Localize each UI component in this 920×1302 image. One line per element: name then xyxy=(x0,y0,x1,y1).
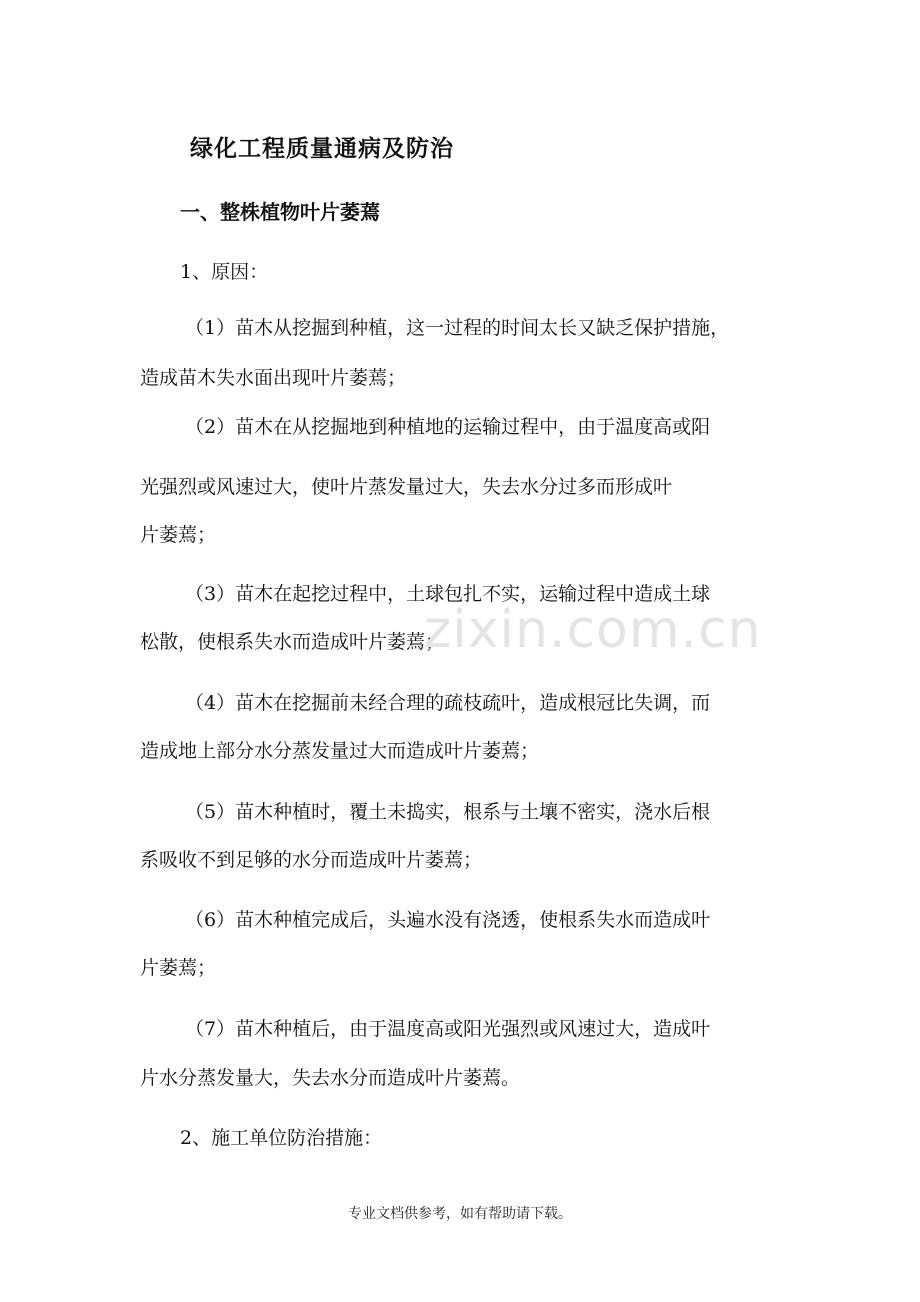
item-3-line-2: 松散，使根系失水而造成叶片萎蔫； xyxy=(140,631,445,653)
watermark: zixin.com.cn xyxy=(424,600,762,660)
item-7-line-1: （7）苗木种植后，由于温度高或阳光强烈或风速过大，造成叶 xyxy=(185,1018,711,1040)
item-2-line-2: 光强烈或风速过大，使叶片蒸发量过大，失去水分过多而形成叶 xyxy=(140,476,673,498)
item-4-line-1: （4）苗木在挖掘前未经合理的疏枝疏叶，造成根冠比失调，而 xyxy=(185,692,711,714)
item-7-line-2: 片水分蒸发量大，失去水分而造成叶片萎蔫。 xyxy=(140,1067,521,1089)
item-1-line-1: （1）苗木从挖掘到种植，这一过程的时间太长又缺乏保护措施， xyxy=(185,317,730,339)
item-2-line-3: 片萎蔫； xyxy=(140,524,217,546)
item-6-line-2: 片萎蔫； xyxy=(140,957,217,979)
page-footer: 专业文档供参考，如有帮助请下载。 xyxy=(348,1206,572,1222)
item-3-line-1: （3）苗木在起挖过程中，土球包扎不实，运输过程中造成土球 xyxy=(185,583,711,605)
item-5-line-2: 系吸收不到足够的水分而造成叶片萎蔫； xyxy=(140,849,483,871)
item-1-line-2: 造成苗木失水面出现叶片萎蔫； xyxy=(140,367,407,389)
item-5-line-1: （5）苗木种植时，覆土未捣实，根系与土壤不密实，浇水后根 xyxy=(185,801,711,823)
subheading-causes: 1、原因： xyxy=(180,261,269,283)
subheading-measures: 2、施工单位防治措施： xyxy=(180,1127,383,1149)
item-2-line-1: （2）苗木在从挖掘地到种植地的运输过程中，由于温度高或阳 xyxy=(185,416,711,438)
item-4-line-2: 造成地上部分水分蒸发量过大而造成叶片萎蔫； xyxy=(140,740,540,762)
item-6-line-1: （6）苗木种植完成后，头遍水没有浇透，使根系失水而造成叶 xyxy=(185,909,711,931)
section-heading: 一、整株植物叶片萎蔫 xyxy=(180,200,380,224)
document-title: 绿化工程质量通病及防治 xyxy=(190,135,454,162)
